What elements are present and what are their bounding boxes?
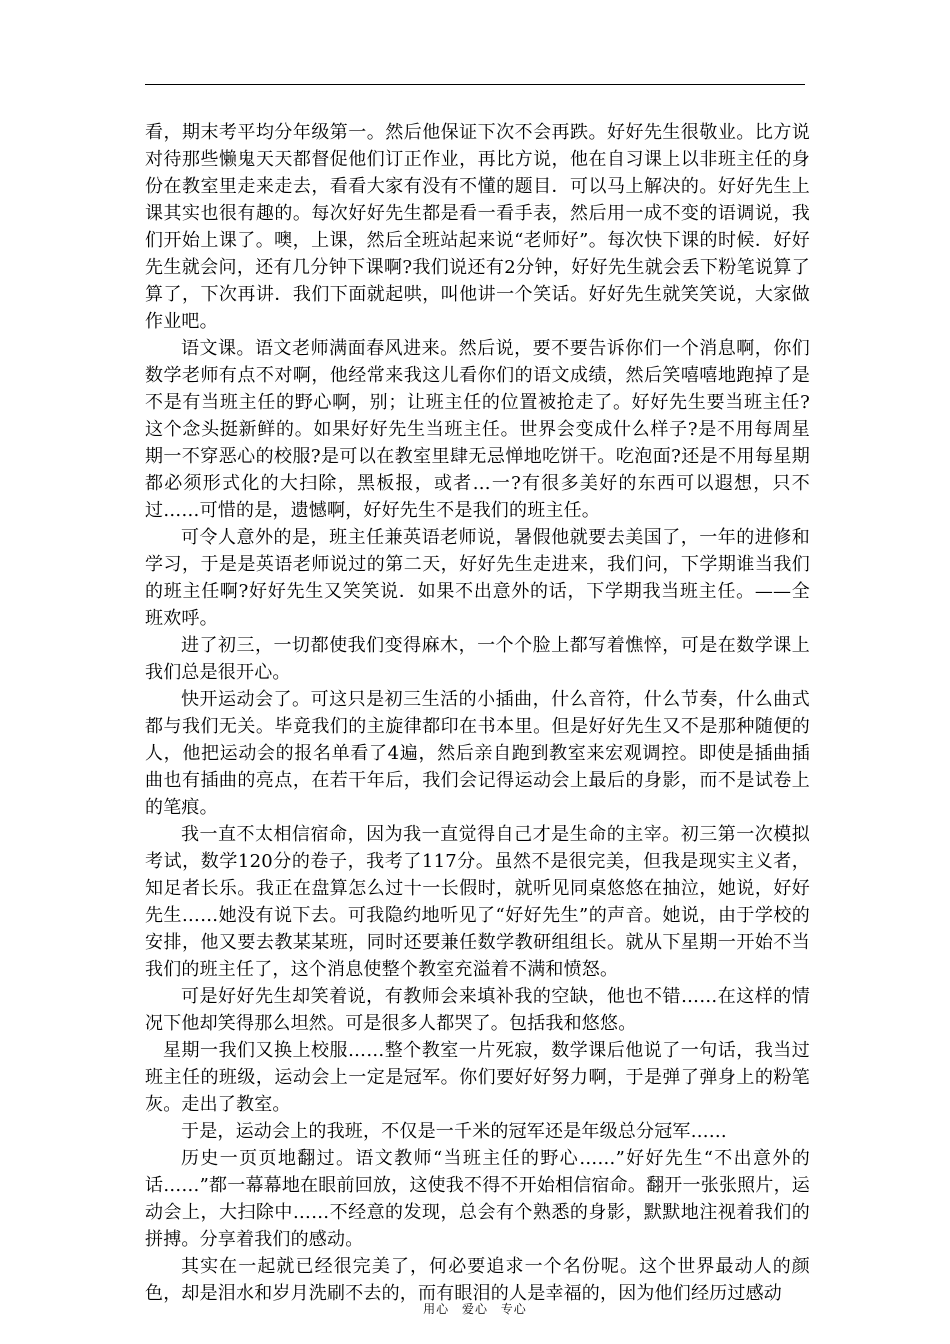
- header-rule: [145, 84, 805, 85]
- paragraph: 可令人意外的是，班主任兼英语老师说，暑假他就要去美国了，一年的进修和学习，于是是英语老师说过的第二天，好好先生走进来，我们问，下学期谁当我们的班主任啊?好好先生又笑笑说．如果不出意外的话，下学期我当班主任。——全班欢呼。: [145, 527, 810, 629]
- paragraph: 语文课。语文老师满面春风进来。然后说，要不要告诉你们一个消息啊，你们数学老师有点不对啊，他经常来我这儿看你们的语文成绩，然后笑嘻嘻地跑掉了是不是有当班主任的野心啊，别；让班主任的位置被抢走了。好好先生要当班主任?这个念头挺新鲜的。如果好好先生当班主任。世界会变成什么样子?是不用每周星期一不穿恶心的校服?是可以在教室里肆无忌惮地吃饼干。吃泡面?还是不用每星期都必须形式化的大扫除，黑板报，或者…一?有很多美好的东西可以遐想，只不过……可惜的是，遗憾啊，好好先生不是我们的班主任。: [145, 338, 810, 521]
- paragraph: 其实在一起就已经很完美了，何必要追求一个名份呢。这个世界最动人的颜色，却是泪水和岁月洗刷不去的，而有眼泪的人是幸福的，因为他们经历过感动: [145, 1256, 810, 1304]
- paragraph: 于是，运动会上的我班，不仅是一千米的冠军还是年级总分冠军……: [181, 1121, 727, 1142]
- paragraph: 快开运动会了。可这只是初三生活的小插曲，什么音符，什么节奏，什么曲式都与我们无关。毕竟我们的主旋律都印在书本里。但是好好先生又不是那种随便的人，他把运动会的报名单看了4遍，然后亲自跑到教室来宏观调控。即使是插曲插曲也有插曲的亮点，在若干年后，我们会记得运动会上最后的身影，而不是试卷上的笔痕。: [145, 689, 810, 818]
- paragraph: 可是好好先生却笑着说，有教师会来填补我的空缺，他也不错……在这样的情况下他却笑得那么坦然。可是很多人都哭了。包括我和悠悠。: [145, 986, 810, 1034]
- article-body: [145, 119, 810, 1307]
- page-footer: 用心 爱心 专心: [423, 1302, 527, 1316]
- paragraph: 看，期末考平均分年级第一。然后他保证下次不会再跌。好好先生很敬业。比方说对待那些懒鬼天天都督促他们订正作业，再比方说，他在自习课上以非班主任的身份在教室里走来走去，看看大家有没有不懂的题目．可以马上解决的。好好先生上课其实也很有趣的。每次好好先生都是看一看手表，然后用一成不变的语调说，我们开始上课了。噢，上课，然后全班站起来说“老师好”。每次快下课的时候．好好先生就会问，还有几分钟下课啊?我们说还有2分钟，好好先生就会丢下粉笔说算了算了，下次再讲．我们下面就起哄，叫他讲一个笑话。好好先生就笑笑说，大家做作业吧。: [145, 122, 810, 332]
- paragraph: 进了初三，一切都使我们变得麻木，一个个脸上都写着憔悴，可是在数学课上我们总是很开心。: [145, 635, 810, 683]
- paragraph: 星期一我们又换上校服……整个教室一片死寂，数学课后他说了一句话，我当过班主任的班级，运动会上一定是冠军。你们要好好努力啊，于是弹了弹身上的粉笔灰。走出了教室。: [145, 1040, 810, 1115]
- paragraph: 我一直不太相信宿命，因为我一直觉得自己才是生命的主宰。初三第一次模拟考试，数学120分的卷子，我考了117分。虽然不是很完美，但我是现实主义者，知足者长乐。我正在盘算怎么过十一长假时，就听见同桌悠悠在抽泣，她说，好好先生……她没有说下去。可我隐约地听见了“好好先生”的声音。她说，由于学校的安排，他又要去教某某班，同时还要兼任数学教研组组长。就从下星期一开始不当我们的班主任了，这个消息使整个教室充溢着不满和愤怒。: [145, 824, 810, 980]
- paragraph: 历史一页页地翻过。语文教师“当班主任的野心……”好好先生“不出意外的话……”都一幕幕地在眼前回放，这使我不得不开始相信宿命。翻开一张张照片，运动会上，大扫除中……不经意的发现，总会有个熟悉的身影，默默地注视着我们的拼搏。分享着我们的感动。: [145, 1148, 810, 1250]
